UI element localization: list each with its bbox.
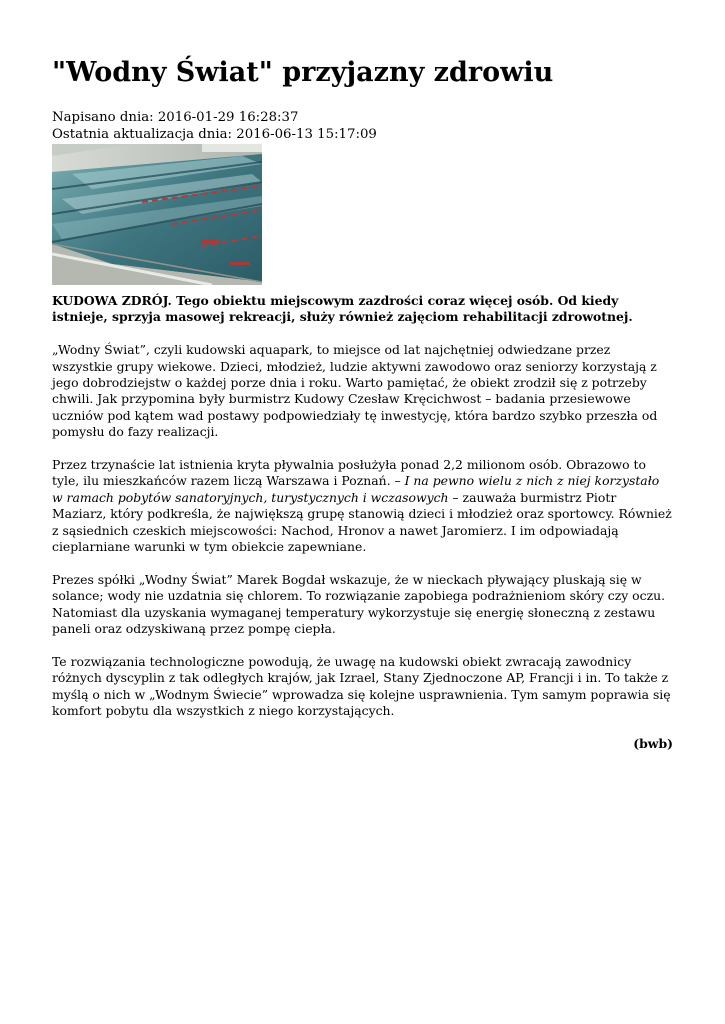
paragraph-2-end: – zauważa burmistrz Piotr Maziarz, który podkreśla, że największą grupę stanowią dzieci i młodzież oraz sportowcy. Również z sąsiednich czeskich miejscowości: Nachod, Hronov a nawet Jaromierz. I im odpowiadają cieplarniane warunki w tym obiekcie zapewniane. [52,489,672,555]
paragraph-2-quote: I na pewno wielu z nich z niej korzystało w ramach pobytów sanatoryjnych, turystycznych i wczasowych [52,473,660,505]
paragraph-1: „Wodny Świat”, czyli kudowski aquapark, to miejsce od lat najchętniej odwiedzane przez wszystkie grupy wiekowe. Dzieci, młodzież, ludzie aktywni zawodowo oraz seniorzy korzystają z jego dobrodziejstw o każdej porze dnia i roku. Warto pamiętać, że obiekt zrodził się z potrzeby chwili. Jak przypomina były burmistrz Kudowy Czesław Kręcichwost – badania przesiewowe uczniów pod kątem wad postawy podpowiedziały tę inwestycję, która bardzo szybko przeszła od pomysłu do fazy realizacji. [52,342,658,440]
article-body [52,293,673,769]
paragraph-4: Te rozwiązania technologiczne powodują, że uwagę na kudowski obiekt zwracają zawodnicy różnych dyscyplin z tak odległych krajów, jak Izrael, Stany Zjednoczone AP, Francji i in. To także z myślą o nich w „Wodnym Świecie” wprowadza się kolejne usprawnienia. Tym samym poprawia się komfort pobytu dla wszystkich z niego korzystających. [52,653,671,719]
paragraph-2-start: Przez trzynaście lat istnienia kryta pływalnia posłużyła ponad 2,2 milionom osób. Obrazowo to tyle, ilu mieszkańców razem liczą Warszawa i Poznań. – [52,457,646,489]
paragraph-3: Prezes spółki „Wodny Świat” Marek Bogdał wskazuje, że w nieckach pływający pluskają się w solance; wody nie uzdatnia się chlorem. To rozwiązanie zapobiega podrażnieniom skóry czy oczu. Natomiast dla uzyskania wymaganej temperatury wykorzystuje się energię słoneczną z zestawu paneli oraz odzyskiwaną przez pompę ciepła. [52,571,666,637]
author-signature: (bwb) [633,735,673,751]
updated-date: Ostatnia aktualizacja dnia: 2016-06-13 15:17:09 [52,127,377,142]
published-date: Napisano dnia: 2016-01-29 16:28:37 [52,110,299,125]
page-title: "Wodny Świat" przyjazny zdrowiu [52,57,554,88]
lead-text: . Tego obiektu miejscowym zazdrości coraz więcej osób. Od kiedy istnieje, sprzyja masowej rekreacji, służy również zajęciom rehabilitacji zdrowotnej. [52,293,633,325]
swimming-pool-photo [52,144,262,285]
lead-place: KUDOWA ZDRÓJ [52,293,168,308]
lead-paragraph [52,293,673,326]
article-meta [52,109,377,143]
paragraph-2 [52,457,673,555]
